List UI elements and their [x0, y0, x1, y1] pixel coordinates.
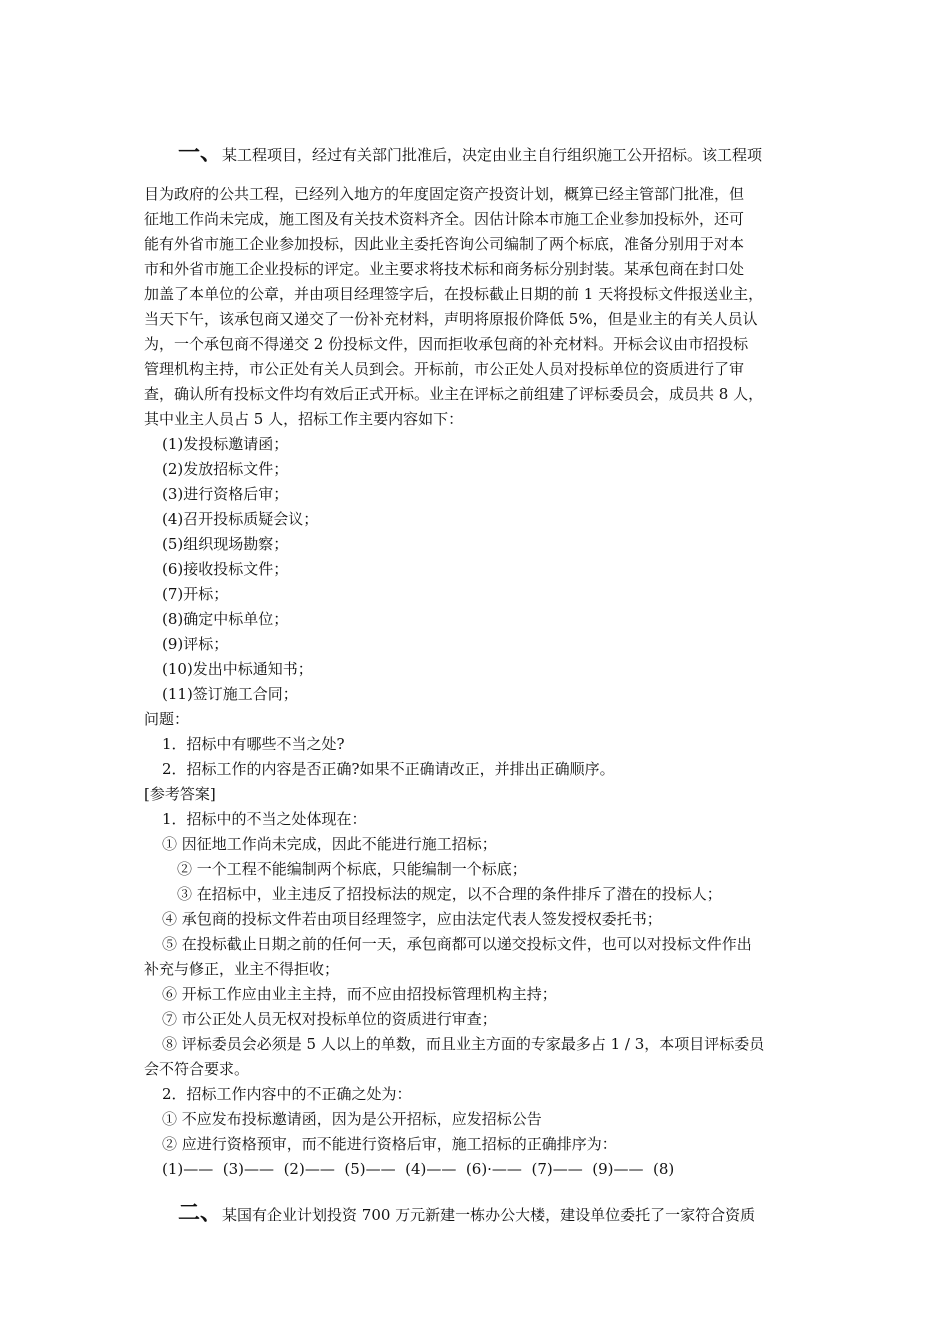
answer-2-item-1: ① 不应发布投标邀请函，因为是公开招标，应发招标公告	[162, 1110, 542, 1128]
list-item: (9)评标；	[162, 635, 229, 653]
body-line: 管理机构主持，市公正处有关人员到会。开标前，市公正处人员对投标单位的资质进行了审	[144, 360, 745, 378]
list-item: (8)确定中标单位；	[162, 610, 289, 628]
correct-sequence: (1)—— (3)—— (2)—— (5)—— (4)—— (6)·—— (7)—— (9)—— (8)	[162, 1160, 675, 1178]
section-1-heading	[144, 138, 808, 170]
list-item: (6)接收投标文件；	[162, 560, 289, 578]
list-item: (3)进行资格后审；	[162, 485, 289, 503]
list-item: (5)组织现场勘察；	[162, 535, 289, 553]
answer-1-list	[144, 832, 808, 1082]
list-item: (4)召开投标质疑会议；	[162, 510, 319, 528]
section-2-number: 二、	[178, 1201, 223, 1226]
answer-item-4: ④ 承包商的投标文件若由项目经理签字，应由法定代表人签发授权委托书；	[162, 910, 662, 928]
body-line: 市和外省市施工企业投标的评定。业主要求将技术标和商务标分别封装。某承包商在封口处	[144, 260, 745, 278]
answer-item-3: ③ 在招标中，业主违反了招投标法的规定，以不合理的条件排斥了潜在的投标人；	[177, 885, 722, 903]
answer-1-title: 1．招标中的不当之处体现在：	[162, 810, 367, 828]
question-1: 1．招标中有哪些不当之处?	[162, 735, 345, 753]
answer-item-1: ① 因征地工作尚未完成，因此不能进行施工招标；	[162, 835, 497, 853]
heading-gap	[144, 170, 808, 182]
list-item: (7)开标；	[162, 585, 229, 603]
section-1-number: 一、	[178, 141, 223, 166]
list-item: (10)发出中标通知书；	[162, 660, 313, 678]
list-item: (11)签订施工合同；	[162, 685, 298, 703]
section-2-heading-text: 某国有企业计划投资 700 万元新建一栋办公大楼，建设单位委托了一家符合资质	[222, 1206, 756, 1224]
work-items-list	[144, 432, 808, 707]
answer-2-title: 2．招标工作内容中的不正确之处为：	[162, 1085, 412, 1103]
answer-item-8-line-1: ⑧ 评标委员会必须是 5 人以上的单数，而且业主方面的专家最多占 1 / 3，本项目评标委员	[162, 1035, 765, 1053]
answer-item-2: ② 一个工程不能编制两个标底，只能编制一个标底；	[177, 860, 527, 878]
body-line: 当天下午，该承包商又递交了一份补充材料，声明将原报价降低 5%，但是业主的有关人员认	[144, 310, 758, 328]
answer-2-item-2: ② 应进行资格预审，而不能进行资格后审，施工招标的正确排序为：	[162, 1135, 617, 1153]
body-line: 目为政府的公共工程，已经列入地方的年度固定资产投资计划，概算已经主管部门批准，但	[144, 185, 745, 203]
answer-label: [参考答案]	[144, 785, 216, 803]
answer-item-6: ⑥ 开标工作应由业主主持，而不应由招投标管理机构主持；	[162, 985, 557, 1003]
section-1-heading-text: 某工程项目，经过有关部门批准后，决定由业主自行组织施工公开招标。该工程项	[222, 146, 763, 164]
body-line: 查，确认所有投标文件均有效后正式开标。业主在评标之前组建了评标委员会，成员共 8 人，	[144, 385, 764, 403]
answer-item-8-line-2: 会不符合要求。	[144, 1060, 250, 1078]
section-1-body	[144, 182, 808, 432]
question-2: 2．招标工作的内容是否正确?如果不正确请改正，并排出正确顺序。	[162, 760, 615, 778]
body-line: 加盖了本单位的公章，并由项目经理签字后，在投标截止日期的前 1 天将投标文件报送业主，	[144, 285, 764, 303]
body-line: 为，一个承包商不得递交 2 份投标文件，因而拒收承包商的补充材料。开标会议由市招投标	[144, 335, 749, 353]
body-line: 征地工作尚未完成，施工图及有关技术资料齐全。因估计除本市施工企业参加投标外，还可	[144, 210, 745, 228]
questions-label: 问题：	[144, 710, 190, 728]
document-content	[144, 138, 808, 1230]
list-item: (2)发放招标文件；	[162, 460, 289, 478]
answer-item-7: ⑦ 市公正处人员无权对投标单位的资质进行审查；	[162, 1010, 497, 1028]
section-gap	[144, 1182, 808, 1198]
section-2-heading	[144, 1198, 808, 1230]
body-line: 能有外省市施工企业参加投标，因此业主委托咨询公司编制了两个标底，准备分别用于对本	[144, 235, 745, 253]
list-item: (1)发投标邀请函；	[162, 435, 289, 453]
answer-item-5-line-1: ⑤ 在投标截止日期之前的任何一天，承包商都可以递交投标文件，也可以对投标文件作出	[162, 935, 752, 953]
body-line: 其中业主人员占 5 人，招标工作主要内容如下：	[144, 410, 464, 428]
answer-item-5-line-2: 补充与修正，业主不得拒收；	[144, 960, 340, 978]
